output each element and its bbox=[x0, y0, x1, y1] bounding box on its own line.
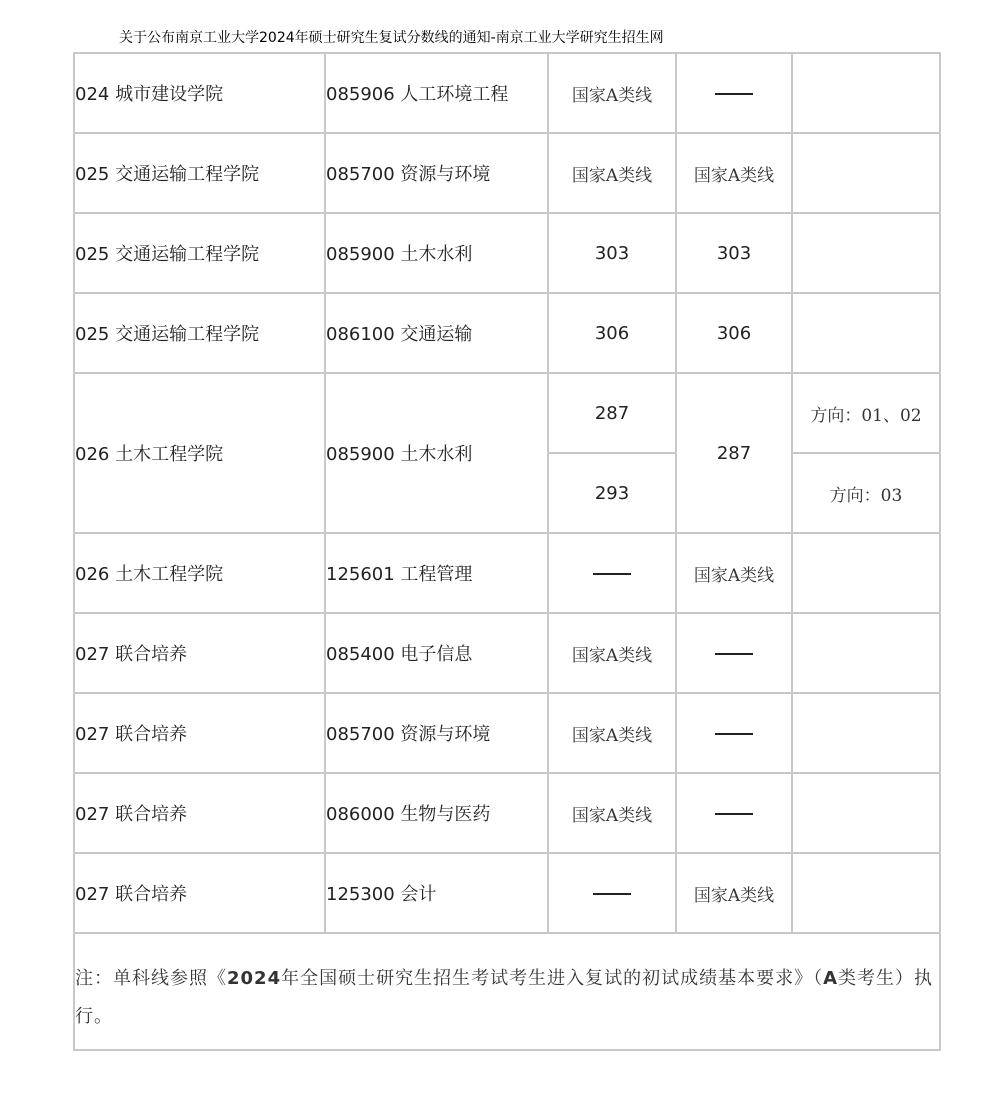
score-line-cell-text: 国家A类线 bbox=[571, 725, 653, 746]
note-cell-text: 方向：03 bbox=[829, 485, 903, 506]
dash-mark bbox=[715, 93, 753, 95]
score-line-cell bbox=[548, 453, 676, 533]
dash-mark bbox=[593, 893, 631, 895]
score-line-cell bbox=[676, 373, 792, 533]
score-line-cell bbox=[548, 533, 676, 613]
score-line-cell bbox=[676, 693, 792, 773]
major-cell bbox=[325, 213, 548, 293]
score-line-cell bbox=[676, 853, 792, 933]
major-cell bbox=[325, 53, 548, 133]
score-line-cell bbox=[676, 53, 792, 133]
score-line-cell-text: 国家A类线 bbox=[571, 165, 653, 186]
college-cell bbox=[74, 373, 325, 533]
table-row bbox=[74, 853, 940, 933]
dash-mark bbox=[715, 653, 753, 655]
college-cell-text: 027 联合培养 bbox=[75, 884, 188, 905]
major-cell bbox=[325, 693, 548, 773]
college-cell-text: 026 土木工程学院 bbox=[75, 444, 224, 465]
score-line-cell bbox=[676, 773, 792, 853]
college-cell bbox=[74, 853, 325, 933]
major-cell-text: 125300 会计 bbox=[326, 884, 437, 905]
score-line-cell-text: 306 bbox=[594, 322, 630, 344]
major-cell-text: 085700 资源与环境 bbox=[326, 724, 491, 745]
table-row bbox=[74, 133, 940, 213]
note-cell-text: 方向：01、02 bbox=[810, 405, 922, 426]
score-line-cell bbox=[548, 293, 676, 373]
table-row bbox=[74, 53, 940, 133]
major-cell bbox=[325, 373, 548, 533]
major-cell bbox=[325, 773, 548, 853]
score-line-cell-text: 国家A类线 bbox=[571, 85, 653, 106]
college-cell bbox=[74, 613, 325, 693]
score-line-cell bbox=[676, 213, 792, 293]
table-row bbox=[74, 373, 940, 453]
score-line-cell bbox=[548, 53, 676, 133]
college-cell bbox=[74, 133, 325, 213]
note-cell bbox=[792, 133, 940, 213]
score-line-cell bbox=[548, 613, 676, 693]
table-row bbox=[74, 773, 940, 853]
college-cell-text: 025 交通运输工程学院 bbox=[75, 244, 260, 265]
college-cell bbox=[74, 773, 325, 853]
note-cell bbox=[792, 693, 940, 773]
score-line-cell-text: 303 bbox=[594, 242, 630, 264]
college-cell-text: 026 土木工程学院 bbox=[75, 564, 224, 585]
footnote bbox=[74, 933, 940, 1050]
note-cell bbox=[792, 533, 940, 613]
score-line-cell-text: 287 bbox=[716, 442, 752, 464]
score-line-cell-text: 国家A类线 bbox=[571, 645, 653, 666]
note-cell bbox=[792, 453, 940, 533]
major-cell bbox=[325, 853, 548, 933]
score-line-cell bbox=[676, 613, 792, 693]
footnote-middle: 年全国硕士研究生招生考试考生进入复试的初试成绩基本要求》（ bbox=[281, 967, 824, 989]
college-cell-text: 025 交通运输工程学院 bbox=[75, 164, 260, 185]
note-cell bbox=[792, 213, 940, 293]
note-cell bbox=[792, 853, 940, 933]
major-cell-text: 085906 人工环境工程 bbox=[326, 84, 509, 105]
note-cell bbox=[792, 373, 940, 453]
college-cell bbox=[74, 693, 325, 773]
major-cell bbox=[325, 613, 548, 693]
college-cell-text: 027 联合培养 bbox=[75, 644, 188, 665]
major-cell-text: 086100 交通运输 bbox=[326, 324, 473, 345]
score-line-cell-text: 国家A类线 bbox=[693, 565, 775, 586]
table-row bbox=[74, 693, 940, 773]
college-cell-text: 025 交通运输工程学院 bbox=[75, 324, 260, 345]
score-line-cell bbox=[548, 133, 676, 213]
major-cell-text: 085900 土木水利 bbox=[326, 444, 473, 465]
score-line-cell-text: 287 bbox=[594, 402, 630, 424]
score-line-cell-text: 国家A类线 bbox=[693, 885, 775, 906]
major-cell-text: 085700 资源与环境 bbox=[326, 164, 491, 185]
table-row bbox=[74, 213, 940, 293]
college-cell bbox=[74, 213, 325, 293]
score-line-cell-text: 国家A类线 bbox=[693, 165, 775, 186]
footnote-suffix: 类考生）执行。 bbox=[75, 967, 934, 1027]
major-cell bbox=[325, 133, 548, 213]
footnote-year: 2024 bbox=[227, 967, 282, 989]
note-cell bbox=[792, 773, 940, 853]
dash-mark bbox=[715, 733, 753, 735]
score-line-cell bbox=[676, 133, 792, 213]
score-table bbox=[73, 52, 941, 1051]
college-cell bbox=[74, 53, 325, 133]
page-title: 关于公布南京工业大学2024年硕士研究生复试分数线的通知-南京工业大学研究生招生网 bbox=[119, 30, 664, 46]
score-line-cell bbox=[548, 373, 676, 453]
major-cell-text: 085900 土木水利 bbox=[326, 244, 473, 265]
note-cell bbox=[792, 53, 940, 133]
score-line-cell bbox=[548, 213, 676, 293]
dash-mark bbox=[715, 813, 753, 815]
score-line-cell-text: 国家A类线 bbox=[571, 805, 653, 826]
footnote-a: A bbox=[823, 967, 839, 989]
score-line-cell-text: 293 bbox=[594, 482, 630, 504]
college-cell bbox=[74, 293, 325, 373]
note-cell bbox=[792, 613, 940, 693]
score-line-cell bbox=[548, 773, 676, 853]
college-cell-text: 024 城市建设学院 bbox=[75, 84, 224, 105]
table-row bbox=[74, 613, 940, 693]
score-line-cell-text: 303 bbox=[716, 242, 752, 264]
score-line-cell-text: 306 bbox=[716, 322, 752, 344]
table-row bbox=[74, 533, 940, 613]
college-cell-text: 027 联合培养 bbox=[75, 804, 188, 825]
footnote-prefix: 注：单科线参照《 bbox=[75, 967, 227, 989]
score-line-cell bbox=[676, 533, 792, 613]
footnote-row bbox=[74, 933, 940, 1050]
major-cell-text: 085400 电子信息 bbox=[326, 644, 473, 665]
major-cell-text: 125601 工程管理 bbox=[326, 564, 473, 585]
note-cell bbox=[792, 293, 940, 373]
college-cell-text: 027 联合培养 bbox=[75, 724, 188, 745]
table-row bbox=[74, 293, 940, 373]
score-line-cell bbox=[676, 293, 792, 373]
major-cell bbox=[325, 293, 548, 373]
major-cell bbox=[325, 533, 548, 613]
score-line-cell bbox=[548, 693, 676, 773]
major-cell-text: 086000 生物与医药 bbox=[326, 804, 491, 825]
dash-mark bbox=[593, 573, 631, 575]
college-cell bbox=[74, 533, 325, 613]
score-line-cell bbox=[548, 853, 676, 933]
